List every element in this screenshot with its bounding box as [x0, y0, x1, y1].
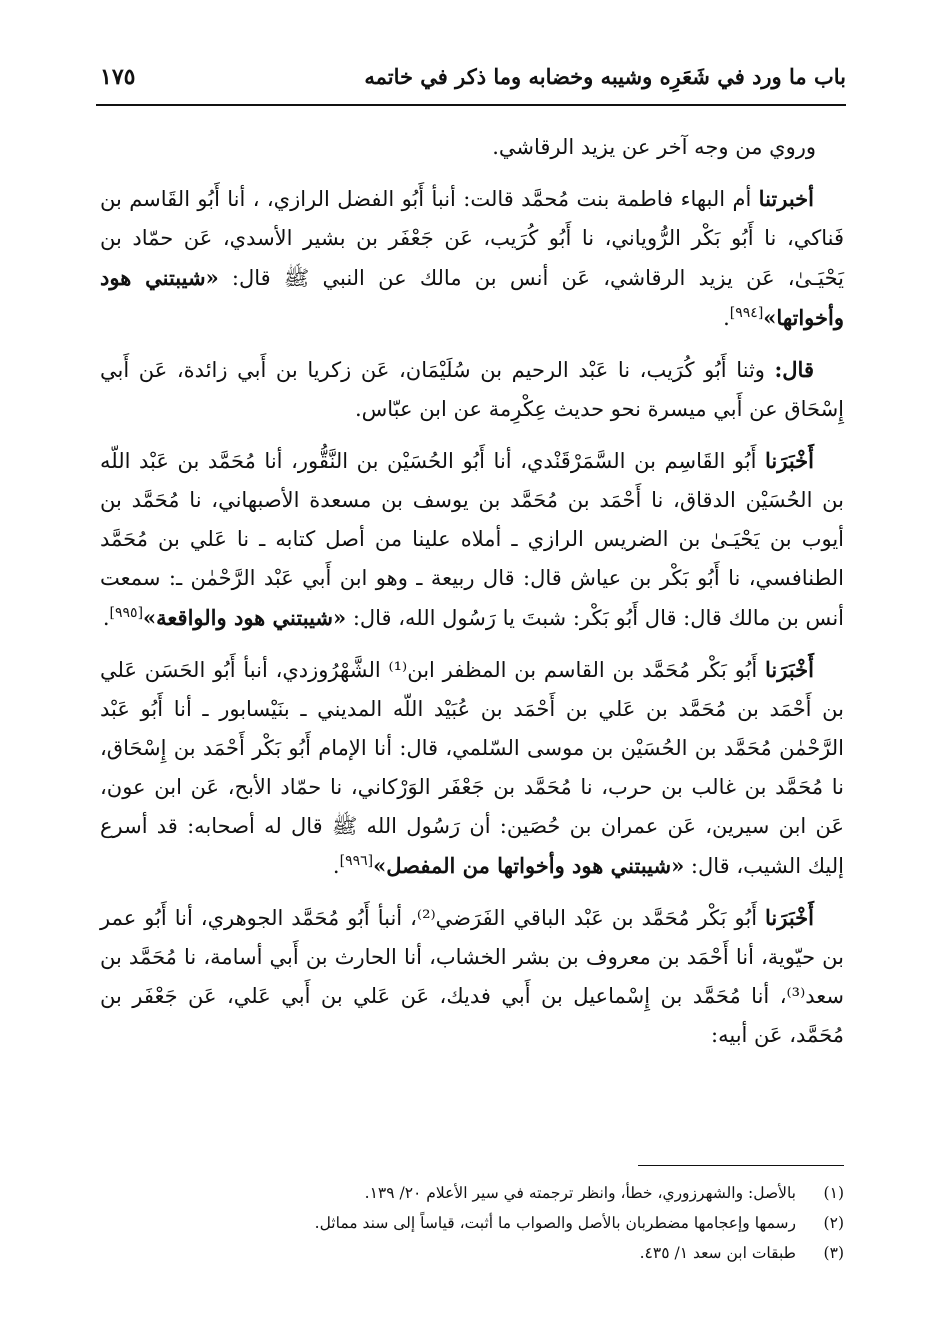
- footnote-text: بالأصل: والشهرزوري، خطأ، وانظر ترجمته في سير الأعلام ٢٠/ ١٣٩.: [364, 1184, 796, 1202]
- footnotes: [100, 1178, 844, 1268]
- paragraph-text: أَبُو بَكْر مُحَمَّد بن عَبْد الباقي الفَرَضي⁽²⁾، أنبأ أَبُو مُحَمَّد الجوهري، أنا أَبُو عمر بن حيّوية، أنا أَحْمَد بن معروف بن بشر الخشاب، أنا الحارث بن أَبي أسامة، نا مُحَمَّد بن سعد⁽³⁾، أنا مُحَمَّد بن إِسْماعيل بن أَبي فديك، عَن عَلي بن أَبي عَلي، عَن جَعْفَر بن مُحَمَّد، عَن أبيه:: [100, 906, 844, 1047]
- paragraph-lead: أَخْبَرَنا: [765, 448, 814, 473]
- hadith-number: [٩٩٤]: [729, 305, 764, 321]
- paragraph-tail: .: [723, 306, 730, 330]
- page-header: [96, 58, 846, 106]
- paragraph-text: وروي من وجه آخر عن يزيد الرقاشي.: [492, 135, 816, 159]
- paragraph-tail: .: [332, 854, 340, 878]
- paragraph-lead: أَخْبَرَنا: [765, 905, 814, 930]
- paragraph: [100, 441, 844, 638]
- paragraph: [100, 179, 844, 338]
- footnote-number: (٣): [823, 1244, 844, 1262]
- paragraph: [100, 898, 844, 1055]
- footnote: [100, 1208, 844, 1238]
- paragraph-lead: أخبرتنا: [758, 186, 814, 211]
- hadith-number: [٩٩٥]: [109, 605, 144, 621]
- paragraph-lead: قال:: [774, 357, 814, 382]
- hadith-quote: «شيبتني هود والواقعة»: [143, 605, 347, 630]
- page-number: ١٧٥: [100, 64, 136, 90]
- paragraph-text: وثنا أَبُو كُرَيب، نا عَبْد الرحيم بن سُلَيْمَان، عَن زكريا بن أَبي زائدة، عَن أَبي إِسْحَاق عن أَبي ميسرة نحو حديث عِكْرِمة عن ابن عبّاس.: [100, 358, 844, 421]
- paragraph: [100, 350, 844, 429]
- paragraph-tail: .: [102, 606, 110, 630]
- footnote: [100, 1178, 844, 1208]
- footnote-number: (١): [823, 1184, 844, 1202]
- paragraph-text: أَبُو بَكْر مُحَمَّد بن القاسم بن المظفر ابن⁽¹⁾ الشَّهْرُوزدي، أنبأ أَبُو الحَسَن عَلي بن أَحْمَد بن مُحَمَّد بن عَلي بن أَحْمَد بن عُبَيْد اللّه المديني ـ بنَيْسابور ـ أنا أَبُو عَبْد الرَّحْمٰن مُحَمَّد بن الحُسَيْن بن موسى السّلمي، قال: أنا الإمام أَبُو بَكْر أَحْمَد بن إِسْحَاق، نا مُحَمَّد بن غالب بن حرب، نا مُحَمَّد بن جَعْفَر الوَرْكاني، نا حمّاد الأبح، عَن ابن عون، عَن ابن سيرين، عَن عمران بن حُصَين: أن رَسُول الله ﷺ قال له أصحابه: قد أسرع إليك الشيب، قال:: [100, 658, 844, 878]
- hadith-quote: «شيبتني هود وأخواتها من المفصل»: [373, 853, 685, 878]
- hadith-number: [٩٩٦]: [339, 853, 374, 869]
- footnote: [100, 1238, 844, 1268]
- hadith-quote: «شيبتني هود وأخواتها»: [100, 265, 844, 330]
- footnote-divider: [638, 1165, 844, 1166]
- paragraph: [100, 650, 844, 886]
- running-title: باب ما ورد في شَعَرِه وشيبه وخضابه وما ذكر في خاتمه: [364, 64, 846, 89]
- paragraph: [100, 128, 844, 167]
- paragraph-text: أَبُو القَاسِم بن السَّمَرْقَنْدي، أنا أَبُو الحُسَيْن بن النَّقُّور، أنا مُحَمَّد بن عَبْد اللّه بن الحُسَيْن الدقاق، نا أَحْمَد بن مُحَمَّد بن يوسف بن مسعدة الأصبهاني، نا مُحَمَّد بن أيوب بن يَحْيَـىٰ بن الضريس الرازي ـ أملاه علينا من أصل كتابه ـ نا عَلي بن مُحَمَّد الطنافسي، نا أَبُو بَكْر بن عياش قال: قال ربيعة ـ وهو ابن أَبي عَبْد الرَّحْمٰن ـ: سمعت أنس بن مالك قال: قال أَبُو بَكْر: شبتَ يا رَسُول الله، قال:: [100, 449, 844, 630]
- paragraph-lead: أَخْبَرَنا: [765, 657, 814, 682]
- paragraph-text: أم البهاء فاطمة بنت مُحمَّد قالت: أنبأ أَبُو الفضل الرازي، ، أنا أَبُو القَاسم بن فَناكي، نا أَبُو بَكْر الرُّوياني، نا أَبُو كُرَيب، عَن جَعْفَر بن بشير الأسدي، عَن حمّاد بن يَحْيَـىٰ، عَن يزيد الرقاشي، عَن أنس بن مالك عن النبي ﷺ قال:: [100, 187, 844, 290]
- footnote-number: (٢): [823, 1214, 844, 1232]
- footnote-text: طبقات ابن سعد ١/ ٤٣٥.: [639, 1244, 796, 1262]
- main-text: [100, 128, 844, 1067]
- footnote-text: رسمها وإعجامها مضطربان بالأصل والصواب ما أثبت، قياساً إلى سند مماثل.: [314, 1214, 796, 1232]
